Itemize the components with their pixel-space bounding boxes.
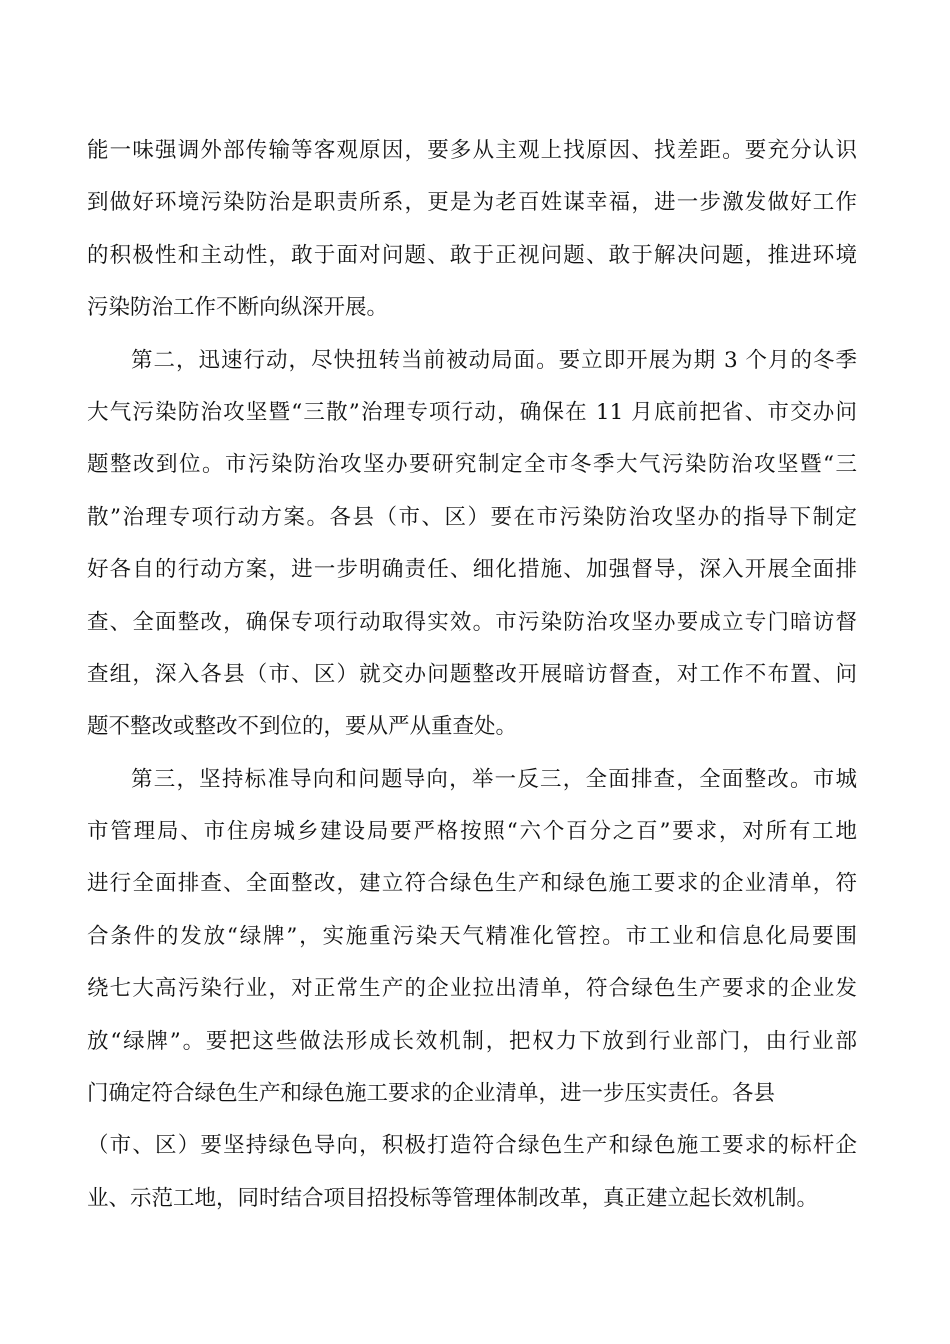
paragraph-1	[87, 125, 857, 335]
paragraph-2	[87, 335, 857, 754]
text-line: 第三，坚持标准导向和问题导向，举一反三，全面排查，全面整改。市城	[131, 766, 857, 792]
text-line: 好各自的行动方案，进一步明确责任、细化措施、加强督导，深入开展全面排	[87, 557, 857, 583]
text-line: 绕七大高污染行业，对正常生产的企业拉出清单，符合绿色生产要求的企业发	[87, 976, 857, 1002]
text-line: 查组，深入各县（市、区）就交办问题整改开展暗访督查，对工作不布置、问	[87, 661, 857, 687]
text-line: 到做好环境污染防治是职责所系，更是为老百姓谋幸福，进一步激发做好工作	[87, 190, 857, 216]
text-line: 污染防治工作不断向纵深开展。	[87, 295, 389, 321]
text-line: 进行全面排查、全面整改，建立符合绿色生产和绿色施工要求的企业清单，符	[87, 871, 857, 897]
text-line: 市管理局、市住房城乡建设局要严格按照“六个百分之百”要求，对所有工地	[87, 819, 857, 845]
paragraph-3	[87, 754, 857, 1226]
text-line: （市、区）要坚持绿色导向，积极打造符合绿色生产和绿色施工要求的标杆企	[87, 1133, 857, 1159]
text-line: 题不整改或整改不到位的，要从严从重查处。	[87, 714, 518, 740]
text-line: 查、全面整改，确保专项行动取得实效。市污染防治攻坚办要成立专门暗访督	[87, 609, 857, 635]
text-line: 合条件的发放“绿牌”，实施重污染天气精准化管控。市工业和信息化局要围	[87, 923, 857, 949]
text-line: 大气污染防治攻坚暨“三散”治理专项行动，确保在 11 月底前把省、市交办问	[87, 399, 857, 425]
text-line: 第二，迅速行动，尽快扭转当前被动局面。要立即开展为期 3 个月的冬季	[131, 347, 857, 373]
document-body	[87, 125, 857, 1225]
text-line: 放“绿牌”。要把这些做法形成长效机制，把权力下放到行业部门，由行业部	[87, 1028, 857, 1054]
text-line: 题整改到位。市污染防治攻坚办要研究制定全市冬季大气污染防治攻坚暨“三	[87, 452, 857, 478]
text-line: 业、示范工地，同时结合项目招投标等管理体制改革，真正建立起长效机制。	[87, 1185, 819, 1211]
text-line: 散”治理专项行动方案。各县（市、区）要在市污染防治攻坚办的指导下制定	[87, 504, 857, 530]
text-line: 门确定符合绿色生产和绿色施工要求的企业清单，进一步压实责任。各县	[87, 1081, 776, 1107]
text-line: 的积极性和主动性，敢于面对问题、敢于正视问题、敢于解决问题，推进环境	[87, 242, 857, 268]
text-line: 能一味强调外部传输等客观原因，要多从主观上找原因、找差距。要充分认识	[87, 138, 857, 163]
